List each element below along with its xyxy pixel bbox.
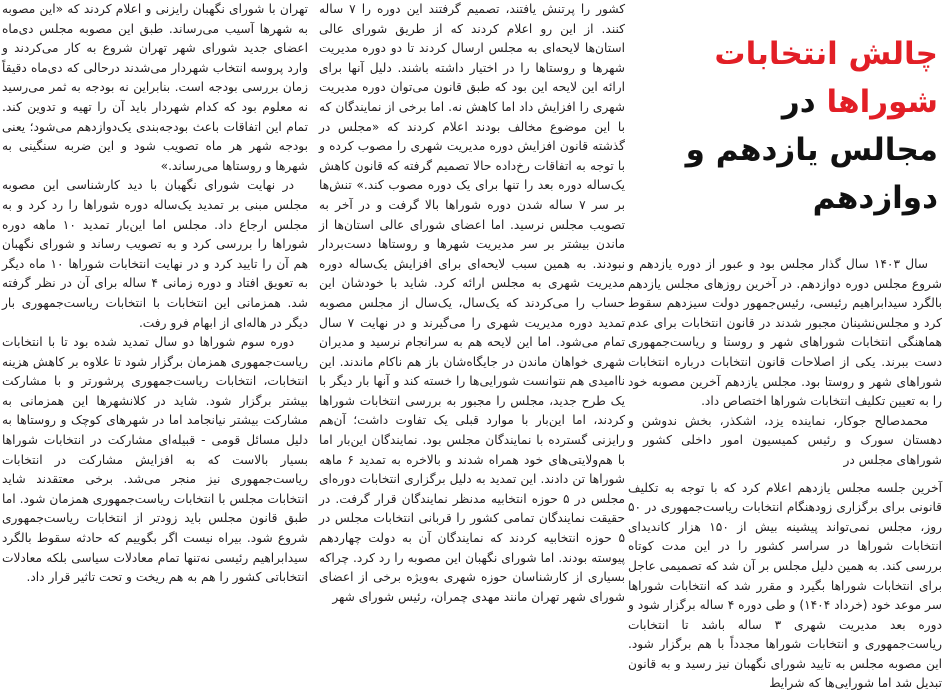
- paragraph: در نهایت شورای نگهبان با دید کارشناسی این مصوبه مجلس مبنی بر تمدید یک‌ساله دوره شوراها را رد کرد و به مجلس ارجاع داد. مجلس اما این‌بار تمدید ۱۰ ماهه دوره شوراها را بررسی کرد و به تصویب رساند و شورای نگهبان هم آن را تایید کرد و در نهایت انتخابات شوراها ۱۰ ماه دیگر به تعویق افتاد و دوره زمانی ۴ ساله برای آن در نظر گرفته شد. همزمانی این انتخابات با انتخابات ریاست‌جمهوری بار دیگر در هاله‌ای از ابهام فرو رفت.: [2, 178, 309, 330]
- article-body-middle: [319, 0, 625, 607]
- article-body-right: [628, 255, 942, 694]
- headline-accent: چالش انتخابات شوراها: [714, 36, 938, 120]
- article-column-left: [2, 0, 309, 585]
- headline-line2: مجالس یازدهم و دوازدهم: [685, 132, 938, 216]
- article-headline: [628, 30, 942, 222]
- article-column-middle: [319, 0, 626, 604]
- headline-rest: در: [781, 84, 827, 120]
- paragraph: آخرین جلسه مجلس یازدهم اعلام کرد که با توجه به تکلیف قانونی برای برگزاری زودهنگام انتخابات ریاست‌جمهوری در ۵۰ روز، مجلس نمی‌تواند پیشینه بیش از ۱۵۰ هزار کاندیدای انتخابات شوراها در سراسر کشور را در این مدت کوتاه بررسی کند. به همین دلیل مجلس بر آن شد که تصمیمی عاجل برای انتخابات شوراها بگیرد و مقرر شد که انتخابات شوراها سر موعد خود (خرداد ۱۴۰۴) و طی دوره ۴ ساله برگزار شود و دوره بعد مدیریت شهری ۳ ساله باشد تا انتخابات ریاست‌جمهوری و انتخابات شوراها مجدداً با هم برگزار شود. این مصوبه مجلس به تایید شورای نگهبان نیز رسید و به قانون تبدیل شد اما شورایی‌ها که شرایط: [628, 480, 942, 691]
- paragraph: تهران با شورای نگهبان رایزنی و اعلام کردند که «این مصوبه به شهرها آسیب می‌رساند. طبق این مصوبه مجلس دی‌ماه اعضای جدید شورای شهر تهران شروع به کار می‌کردند و وارد پروسه انتخاب شهردار می‌شدند درحالی که دی‌ماه دقیقاً زمان بررسی بودجه است. بنابراین نه بودجه به ثمر می‌رسید نه معلوم بود که کدام شهردار باید آن را تهیه و تدوین کند. تمام این اتفاقات باعث بودجه‌بندی یک‌دوازدهم می‌شود؛ یعنی بودجه شهر هر ماه تصویب شود و این ضربه سنگینی به شهرها و روستاها می‌رساند.»: [2, 2, 308, 173]
- paragraph: کشور را پرتنش یافتند، تصمیم گرفتند این دوره را ۷ ساله کنند. از این رو اعلام کردند که از طریق شورای عالی استان‌ها لایحه‌ای به مجلس ارسال کردند تا دو دوره مدیریت شهرها و روستاها را در اختیار داشته باشند. دلیل آنها برای ارائه این لایحه این بود که طبق قانون می‌توان دوره مدیریت شهری را افزایش داد اما کاهش نه. اما برخی از نمایندگان که با این موضوع مخالف بودند اعلام کردند که «مجلس در گذشته قانون افزایش دوره مدیریت شهری را مصوب کرده و با توجه به اتفاقات رخ‌داده حالا تصمیم گرفته که قانون کاهش یک‌ساله دوره بعد را تنها برای یک دوره مصوب کند.» تنش‌ها بر سر ۷ ساله شدن دوره شوراها بالا گرفت و در آخر به تصویب مجلس نرسید. اما اعضای شورای عالی استان‌ها از ماندن بیشتر بر سر مدیریت شهرها و روستاها دست‌بردار نبودند. به همین سبب لایحه‌ای برای افزایش یک‌ساله دوره مدیریت شهری به مجلس ارائه کرد. شاید با خودشان این حساب را می‌کردند که یک‌سال، یک‌سال از مجلس مصوبه تمدید دوره مدیریت شهری را می‌گیرند و در نهایت ۷ سال تمام می‌شود. اما این لایحه هم به سرانجام نرسید و مدیران شهری خواهان ماندن در جایگاه‌شان باز هم ناکام ماندند. این ناامیدی هم نتوانست شورایی‌ها را خسته کند و آنها بار دیگر با یک طرح جدید، مجلس را مجبور به بررسی انتخابات شوراها کردند، اما این‌بار با موارد قبلی یک تفاوت داشت؛ آن‌هم رایزنی گسترده با نمایندگان مجلس بود. نمایندگان این‌بار اما با هم‌ولایتی‌های خود همراه شدند و بالاخره به تمدید ۶ ماهه شوراها تن دادند. این تمدید به دلیل برگزاری انتخابات دوره‌ای مجلس در ۵ حوزه انتخابیه مدنظر نمایندگان قرار گرفت. در حقیقت نمایندگان تمامی کشور را قربانی انتخابات مجلس در ۵ حوزه انتخابیه کردند که نمایندگان آن به دولت چهاردهم پیوسته بودند. اما شورای نگهبان این مصوبه را رد کرد. چراکه بسیاری از کارشناسان حوزه شهری به‌ویژه برخی از اعضای شورای شهر تهران مانند مهدی چمران، رئیس شورای شهر: [319, 2, 626, 604]
- paragraph: محمدصالح جوکار، نماینده یزد، اشکذر، بخش ندوشن و دهستان سورک و رئیس کمیسیون امور داخلی کشور و شوراهای مجلس در: [628, 413, 942, 467]
- article-column-right: [628, 0, 942, 691]
- paragraph: سال ۱۴۰۳ سال گذار مجلس بود و عبور از دوره یازدهم و شروع مجلس دوره دوازدهم. در آخرین روزهای مجلس یازدهم بالگرد سیدابراهیم رئیسی، رئیس‌جمهور دولت سیزدهم سقوط کرد و مجلس‌نشینان مجبور شدند در قانون انتخابات برای عدم هماهنگی انتخابات شوراهای شهر و روستا و ریاست‌جمهوری دست ببرند. یکی از اصلاحات قانون انتخابات درباره انتخابات شوراهای شهر و روستا بود. مجلس یازدهم آخرین مصوبه خود را به تعیین تکلیف انتخابات شوراها اختصاص داد.: [628, 257, 942, 409]
- article-body-left: [2, 0, 308, 588]
- paragraph: دوره سوم شوراها دو سال تمدید شده بود تا با انتخابات ریاست‌جمهوری همزمان برگزار شود تا علاوه بر کاهش هزینه انتخابات، انتخابات ریاست‌جمهوری پرشورتر و با مشارکت بیشتر برگزار شود. شاید در کلانشهرها این همزمانی به مشارکت بیشتر نیانجامد اما در شهرهای کوچک و روستاها به دلیل مسائل قومی - قبیله‌ای مشارکت در انتخابات شوراها بسیار بالاست که به افزایش مشارکت در انتخابات ریاست‌جمهوری نیز منجر می‌شد. برخی معتقدند شاید انتخابات مجلس با انتخابات ریاست‌جمهوری همزمان شود. اما طبق قانون مجلس باید زودتر از انتخابات ریاست‌جمهوری شروع شود. بیراه نیست اگر بگوییم که حادثه سقوط بالگرد سیدابراهیم رئیسی نه‌تنها تمام معادلات سیاسی بلکه معادلات انتخاباتی کشور را هم به هم ریخت و تحت تاثیر قرار داد.: [2, 335, 308, 585]
